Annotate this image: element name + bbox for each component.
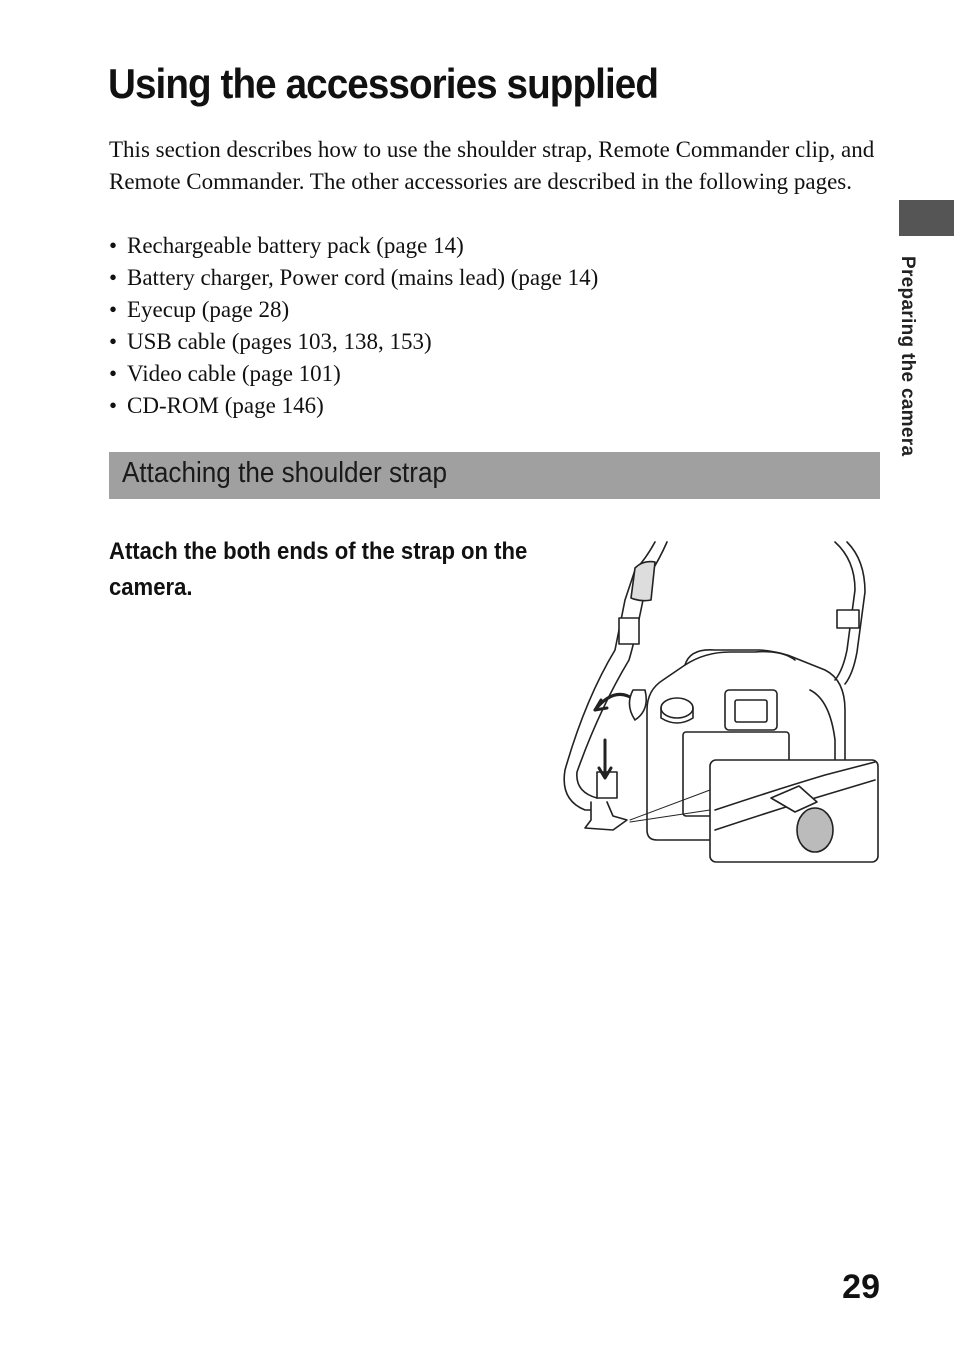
list-item-text: Rechargeable battery pack (page 14) — [127, 233, 464, 258]
chapter-tab — [899, 200, 954, 236]
page-title: Using the accessories supplied — [108, 60, 659, 107]
bullet-icon: • — [109, 297, 118, 322]
step-instruction: Attach the both ends of the strap on the camera. — [109, 538, 528, 601]
section-heading: Attaching the shoulder strap — [122, 457, 448, 489]
list-item — [109, 262, 598, 294]
bullet-icon: • — [109, 265, 118, 290]
list-item — [109, 326, 598, 358]
list-item-text: Battery charger, Power cord (mains lead) (page 14) — [127, 265, 599, 290]
list-item — [109, 358, 598, 390]
accessory-list — [109, 230, 598, 422]
list-item — [109, 230, 598, 262]
bullet-icon: • — [109, 329, 118, 354]
list-item-text: Video cable (page 101) — [127, 361, 341, 386]
chapter-label: Preparing the camera — [897, 256, 918, 457]
intro-paragraph: This section describes how to use the shoulder strap, Remote Commander clip, and Remote Commander. The other accessories are described in the following pages. — [109, 137, 875, 194]
bullet-icon: • — [109, 393, 118, 418]
list-item-text: Eyecup (page 28) — [127, 297, 290, 322]
list-item — [109, 294, 598, 326]
strap-attachment-illustration — [555, 540, 885, 870]
page-number: 29 — [842, 1268, 880, 1306]
bullet-icon: • — [109, 361, 118, 386]
mode-dial — [661, 698, 693, 718]
list-item-text: USB cable (pages 103, 138, 153) — [127, 329, 432, 354]
bullet-icon: • — [109, 233, 118, 258]
viewfinder-eyecup — [725, 690, 777, 730]
section-heading-bar — [109, 452, 880, 499]
list-item — [109, 390, 598, 422]
list-item-text: CD-ROM (page 146) — [127, 393, 324, 418]
